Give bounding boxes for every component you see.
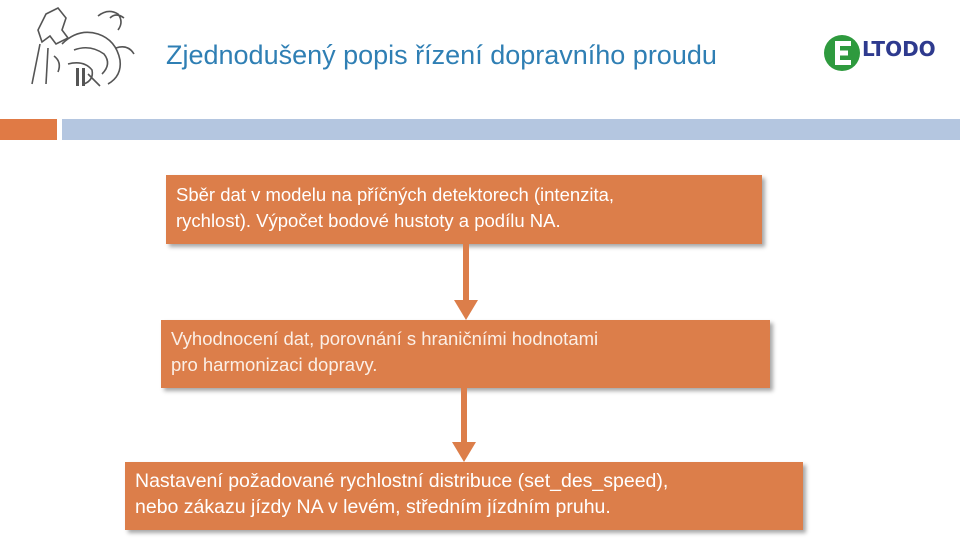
page-title: Zjednodušený popis řízení dopravního proudu — [166, 40, 717, 70]
step-box-data-collection — [166, 175, 762, 244]
step-box-evaluation — [161, 320, 770, 388]
step-text-line: pro harmonizaci dopravy. — [171, 354, 378, 375]
header-band-orange — [0, 119, 57, 140]
step-text-line: nebo zákazu jízdy NA v levém, středním jízdním pruhu. — [135, 496, 611, 518]
eltodo-e-mark-icon — [822, 32, 862, 74]
step-box-speed-setting — [125, 462, 803, 530]
step-text-line: Nastavení požadované rychlostní distribuce (set_des_speed), — [135, 470, 669, 492]
flow-arrow-down-icon — [454, 244, 478, 320]
header-band-blue — [62, 119, 960, 140]
step-text-line: Vyhodnocení dat, porovnání s hraničními hodnotami — [171, 328, 599, 349]
lion-emblem-icon — [28, 4, 140, 88]
step-text-line: Sběr dat v modelu na příčných detektorech (intenzita, — [176, 184, 615, 205]
eltodo-logo-text: LTODO — [862, 37, 936, 61]
eltodo-logo — [822, 32, 944, 74]
university-lion-logo — [28, 4, 140, 88]
step-text-line: rychlost). Výpočet bodové hustoty a podílu NA. — [176, 210, 561, 231]
flow-arrow-down-icon — [452, 388, 476, 462]
